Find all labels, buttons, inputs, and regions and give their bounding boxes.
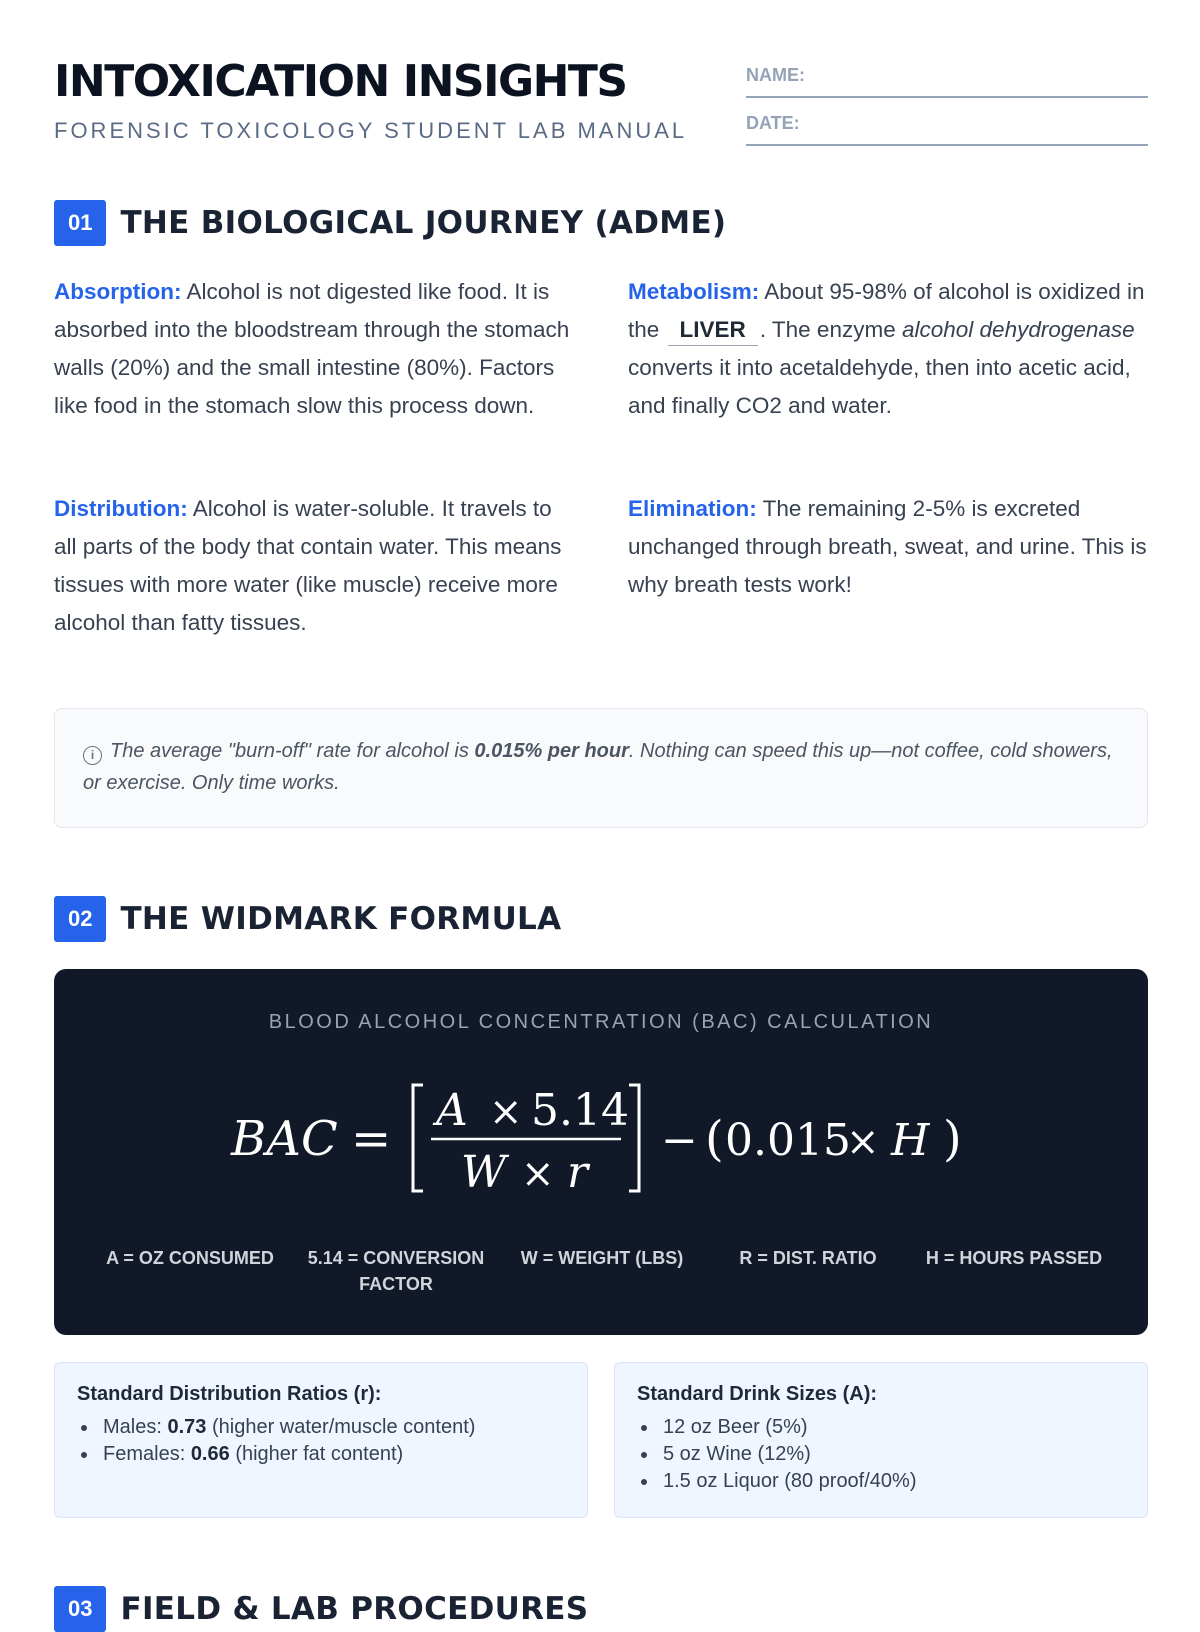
section-3-header: [54, 1586, 588, 1632]
denominator-r: r: [567, 1147, 589, 1198]
distribution-lead: Distribution:: [54, 496, 188, 521]
open-paren: (: [705, 1111, 724, 1167]
page-header: [54, 56, 1148, 156]
absorption-paragraph: [54, 273, 574, 425]
elimination-lead: Elimination:: [628, 496, 757, 521]
right-bracket: [629, 1085, 639, 1191]
formula-hours: H: [891, 1115, 930, 1166]
section-2-header: [54, 896, 561, 942]
list-item: 1.5 oz Liquor (80 proof/40%): [637, 1468, 1125, 1495]
name-label: NAME:: [746, 65, 805, 85]
section-3-title: FIELD & LAB PROCEDURES: [120, 1591, 589, 1627]
ratio-value: 0.66: [190, 1443, 230, 1465]
date-field[interactable]: [746, 104, 1148, 146]
formula-panel: [54, 969, 1148, 1335]
distribution-ratios-card: [54, 1362, 588, 1518]
page-subtitle: FORENSIC TOXICOLOGY STUDENT LAB MANUAL: [54, 118, 688, 143]
burn-off-note: [54, 708, 1148, 828]
section-3-badge: 03: [54, 1586, 106, 1632]
formula-equals: =: [351, 1111, 392, 1167]
distribution-text: Alcohol is water-soluble. It travels to all parts of the body that contain water. This means tissues with more water (like muscle) receive more alcohol than fatty tissues.: [54, 496, 562, 635]
legend-a: A = OZ CONSUMED: [106, 1248, 274, 1268]
ratio-note: (higher fat content): [235, 1443, 404, 1465]
list-item: 5 oz Wine (12%): [637, 1441, 1125, 1468]
ratios-title: Standard Distribution Ratios (r):: [77, 1383, 382, 1405]
widmark-formula: [54, 1073, 1148, 1203]
minus-sign: −: [661, 1115, 698, 1166]
metabolism-text-after: converts it into acetaldehyde, then into acetic acid, and finally CO2 and water.: [628, 355, 1131, 418]
times-sign-1: ×: [489, 1089, 523, 1135]
list-item: [77, 1414, 565, 1441]
legend-ratio: R = DIST. RATIO: [739, 1248, 877, 1268]
ratios-list: [77, 1414, 565, 1468]
section-1-title: THE BIOLOGICAL JOURNEY (ADME): [120, 205, 727, 241]
left-bracket: [413, 1085, 423, 1191]
page-title: INTOXICATION INSIGHTS: [54, 56, 627, 107]
metabolism-paragraph: [628, 273, 1150, 425]
formula-caption: BLOOD ALCOHOL CONCENTRATION (BAC) CALCULATION: [268, 1011, 934, 1033]
section-1-badge: 01: [54, 200, 106, 246]
ratio-label: Males:: [103, 1416, 162, 1438]
metabolism-text-before: About 95-98% of alcohol is oxidized in the: [628, 279, 1145, 342]
drinks-list: [637, 1414, 1125, 1495]
info-icon: i: [83, 746, 102, 765]
numerator-a: A: [436, 1085, 468, 1136]
legend-conversion: 5.14 = CONVERSION FACTOR: [307, 1248, 485, 1294]
formula-graphic: [231, 1073, 971, 1203]
note-text-before: The average "burn-off" rate for alcohol is: [110, 740, 469, 762]
drinks-title: Standard Drink Sizes (A):: [637, 1383, 878, 1405]
times-sign-3: ×: [846, 1119, 880, 1165]
list-item: 12 oz Beer (5%): [637, 1414, 1125, 1441]
ratio-label: Females:: [103, 1443, 186, 1465]
absorption-lead: Absorption:: [54, 279, 182, 304]
drink-sizes-card: [614, 1362, 1148, 1518]
note-text-after: . Nothing can speed this up—not coffee, cold showers, or exercise. Only time works.: [83, 740, 1113, 794]
formula-rate: 0.015: [725, 1115, 851, 1166]
elimination-paragraph: [628, 490, 1150, 604]
note-rate: 0.015% per hour: [474, 740, 629, 762]
date-label: DATE:: [746, 113, 800, 133]
enzyme-name: alcohol dehydrogenase: [901, 317, 1135, 342]
distribution-paragraph: [54, 490, 574, 642]
ratio-value: 0.73: [167, 1416, 207, 1438]
section-2-badge: 02: [54, 896, 106, 942]
metabolism-text-mid: . The enzyme: [759, 317, 896, 342]
legend-weight: W = WEIGHT (LBS): [520, 1248, 684, 1268]
times-sign-2: ×: [521, 1151, 555, 1197]
numerator-const: 5.14: [531, 1085, 629, 1136]
liver-fill-blank: LIVER: [668, 315, 758, 346]
legend-hours: H = HOURS PASSED: [925, 1248, 1103, 1268]
name-field[interactable]: [746, 56, 1148, 98]
absorption-text: Alcohol is not digested like food. It is absorbed into the bloodstream through the stomach walls (20%) and the small intestine (80%). Factors like food in the stomach slow this process down.: [54, 279, 570, 418]
section-1-header: [54, 200, 726, 246]
denominator-w: W: [461, 1147, 507, 1198]
elimination-text: The remaining 2-5% is excreted unchanged through breath, sweat, and urine. This is why breath tests work!: [628, 496, 1147, 597]
metabolism-lead: Metabolism:: [628, 279, 760, 304]
close-paren: ): [943, 1111, 962, 1167]
formula-lhs: BAC: [231, 1111, 338, 1167]
ratio-note: (higher water/muscle content): [211, 1416, 476, 1438]
list-item: [77, 1441, 565, 1468]
section-2-title: THE WIDMARK FORMULA: [120, 901, 562, 937]
